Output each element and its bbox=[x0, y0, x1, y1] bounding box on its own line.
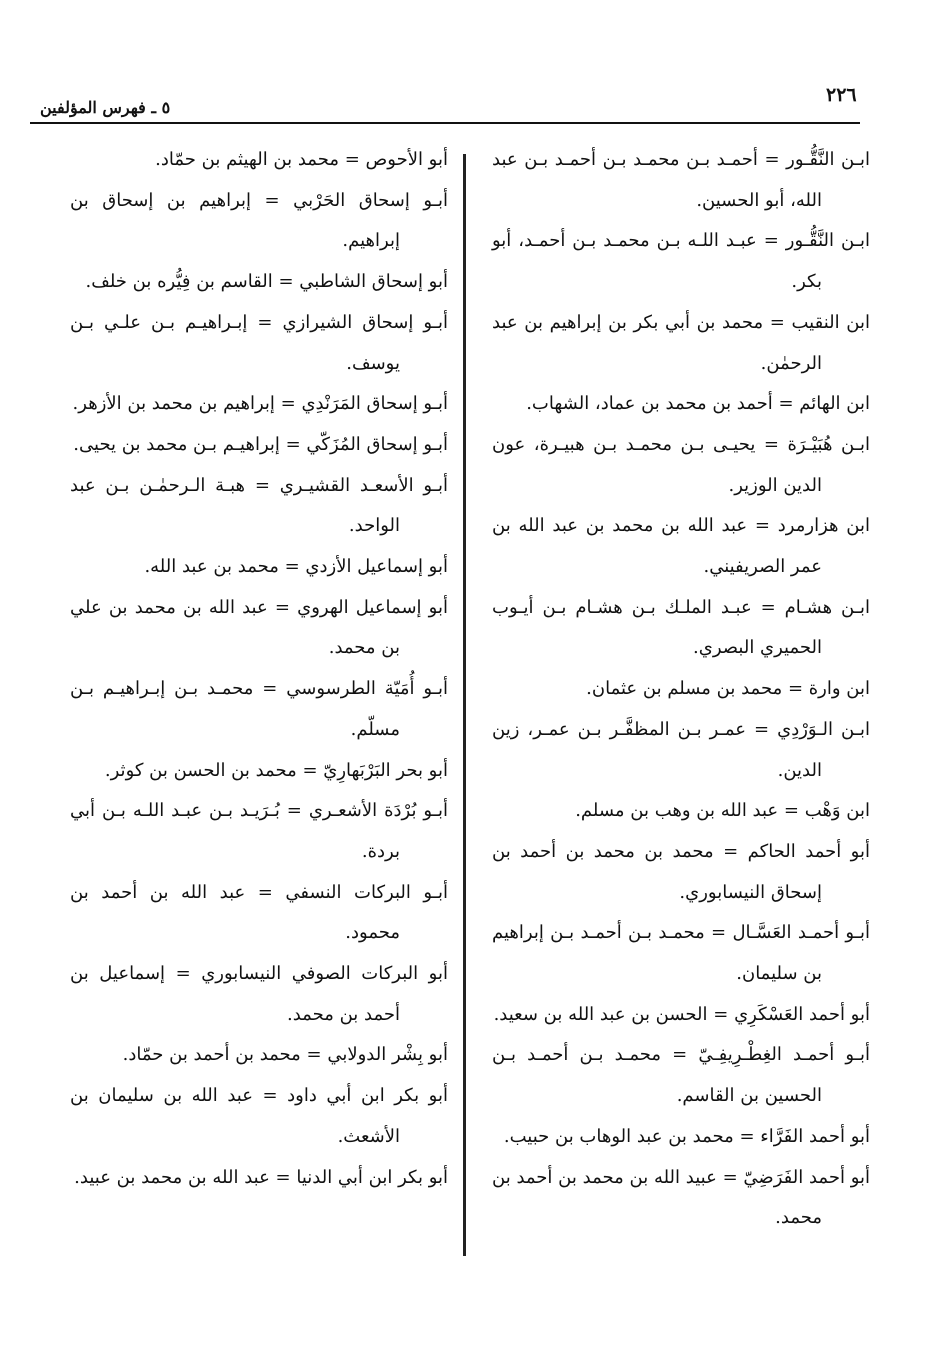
index-entry: ابـن النَّقُّـور = أحمـد بـن محمـد بـن أحمـد بـن عبد الله، أبو الحسين. bbox=[492, 149, 870, 211]
right-column bbox=[492, 140, 870, 1239]
header-rule bbox=[30, 122, 860, 124]
index-entry: أبو بكر ابن أبي داود = عبد الله بن سليمان بن الأشعث. bbox=[70, 1085, 448, 1147]
index-entry: ابـن هُبَيْـرَة = يحيـى بـن محمـد بـن هبيـرة، عون الدين الوزير. bbox=[492, 433, 870, 496]
index-entry: أبو أحمد الحاكم = محمد بن محمد بن أحمد بن إسحاق النيسابوري. bbox=[492, 840, 870, 903]
section-title: ٥ ـ فهرس المؤلفين bbox=[40, 98, 171, 117]
index-entry: ابـن الـوَرْدِي = عمـر بـن المظفَّـر بـن عمـر، زين الدين. bbox=[492, 718, 870, 781]
index-entry: ابن الهائم = أحمد بن محمد بن عماد، الشهاب. bbox=[526, 393, 870, 415]
index-entry: ابن وارة = محمد بن مسلم بن عثمان. bbox=[586, 678, 870, 700]
index-entry: أبو إسماعيل الهروي = عبد الله بن محمد بن علي بن محمد. bbox=[70, 596, 448, 659]
index-entry: ابـن هشـام = عبـد الملـك بـن هشـام بـن أيـوب الحميري البصري. bbox=[492, 596, 870, 659]
index-entry: أبو إسماعيل الأزدي = محمد بن عبد الله. bbox=[144, 556, 448, 578]
index-entry: أبو بكر ابن أبي الدنيا = عبد الله بن محمد بن عبيد. bbox=[74, 1166, 448, 1188]
column-divider bbox=[463, 154, 466, 1256]
index-entry: أبـو بُرْدَة الأشعـري = بُـرَيـد بـن عبـد اللـه بـن أبي بردة. bbox=[70, 800, 448, 862]
index-entry: أبو أحمد الفَرَّاء = محمد بن عبد الوهاب بن حبيب. bbox=[503, 1125, 870, 1147]
index-entry: أبـو أُمَيّة الطرسوسي = محمـد بـن إبـراهيـم بـن مسلّم. bbox=[70, 678, 448, 740]
index-entry: أبو إسحاق الشاطبي = القاسم بن فِيُّره بن خلف. bbox=[85, 271, 448, 293]
index-entry: ابن هزارمرد = عبد الله بن محمد بن عبد الله بن عمر الصريفيني. bbox=[492, 515, 870, 578]
index-entry: أبو أحمد العَسْكَرِي = الحسن بن عبد الله بن سعيد. bbox=[493, 1003, 870, 1025]
index-entry: أبو أحمد الفَرَضِيّ = عبيد الله بن محمد بن أحمد بن محمد. bbox=[492, 1166, 870, 1229]
index-entry: أبـو أحمـد الغِطْـرِيفِـيّ = محمـد بـن أحمـد بـن الحسين بن القاسم. bbox=[492, 1044, 870, 1107]
index-entry: أبو بِشْر الدولابي = محمد بن أحمد بن حمّاد. bbox=[122, 1044, 448, 1066]
index-entry: أبـو إسحاق الحَرْبي = إبراهيم بن إسحاق بن إبراهيم. bbox=[70, 189, 448, 252]
left-column bbox=[70, 140, 448, 1198]
index-entry: أبـو إسحاق المُزَكّي = إبراهيـم بـن محمد بن يحيى. bbox=[73, 433, 448, 455]
page-number: ٢٢٦ bbox=[826, 84, 857, 106]
index-entry: ابـن النَّقُّـور = عبـد اللـه بـن محمـد بـن أحمـد، أبو بكر. bbox=[492, 230, 870, 293]
index-entry: ابن النقيب = محمد بن أبي بكر بن إبراهيم بن عبد الرحمٰن. bbox=[492, 311, 870, 374]
index-entry: أبـو الأسعـد القشيـري = هبـة الـرحمٰـن بـن عبد الواحد. bbox=[70, 474, 448, 537]
index-entry: ابن وَهْب = عبد الله بن وهب بن مسلم. bbox=[575, 800, 870, 822]
index-entry: أبـو إسحاق الشيرازي = إبـراهيـم بـن علـي بـن يوسف. bbox=[70, 311, 448, 374]
index-entry: أبو بحر البَرْبَهارِيّ = محمد بن الحسن بن كوثر. bbox=[104, 759, 448, 781]
index-entry: أبـو البركات النسفي = عبد الله بن أحمد بن محمود. bbox=[70, 881, 448, 944]
index-entry: أبـو إسحاق المَرَنْدِي = إبراهيم بن محمد بن الأزهر. bbox=[72, 393, 448, 415]
index-entry: أبو البركات الصوفي النيسابوري = إسماعيل بن أحمد بن محمد. bbox=[70, 963, 448, 1025]
index-entry: أبـو أحمـد العَسَّـال = محمـد بـن أحمـد بـن إبراهيم بن سليمان. bbox=[492, 922, 870, 985]
index-entry: أبو الأحوص = محمد بن الهيثم بن حمّاد. bbox=[155, 149, 448, 170]
